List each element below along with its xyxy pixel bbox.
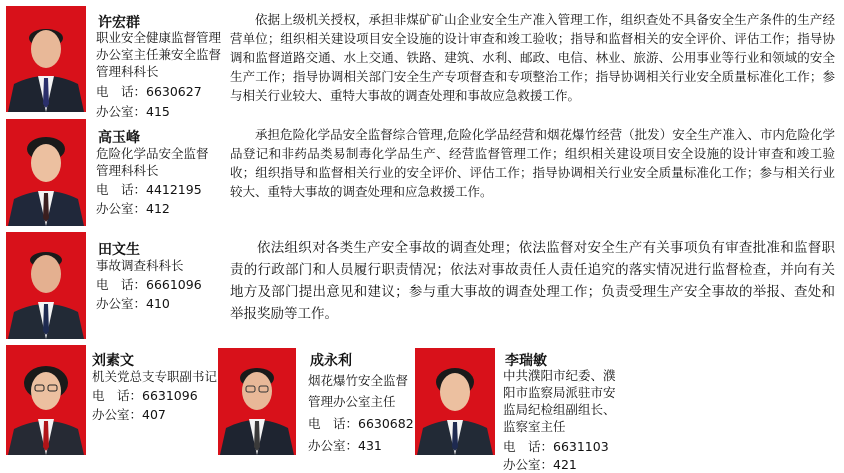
office-number: 办公室：421 bbox=[503, 457, 577, 472]
portrait-photo bbox=[6, 6, 86, 112]
person-name: 高玉峰 bbox=[98, 130, 140, 146]
office-number: 办公室：412 bbox=[96, 201, 170, 216]
phone-number: 电 话：6630627 bbox=[96, 84, 202, 99]
person-title: 烟花爆竹安全监督 管理办公室主任 电 话：6630682 办公室：431 bbox=[308, 370, 414, 456]
portrait-photo bbox=[6, 119, 86, 226]
portrait-photo bbox=[218, 348, 296, 455]
phone-number: 电 话：6631103 bbox=[503, 439, 609, 454]
portrait-photo bbox=[6, 232, 86, 339]
phone-number: 电 话：6661096 bbox=[96, 277, 202, 292]
portrait-photo bbox=[6, 345, 86, 455]
person-title: 事故调查科科长 电 话：6661096 办公室：410 bbox=[96, 258, 202, 311]
office-number: 办公室：410 bbox=[96, 296, 170, 311]
person-name: 许宏群 bbox=[98, 15, 140, 31]
office-number: 办公室：407 bbox=[92, 407, 166, 422]
phone-number: 电 话：4412195 bbox=[96, 182, 202, 197]
person-title: 机关党总支专职副书记 电 话：6631096 办公室：407 bbox=[92, 369, 218, 422]
office-number: 办公室：415 bbox=[96, 104, 170, 119]
person-title: 中共濮阳市纪委、濮 阳市监察局派驻市安 监局纪检组副组长、 监察室主任 电 话：6631103 办公室：421 bbox=[503, 368, 616, 472]
duty-description: 承担危险化学品安全监督综合管理,危险化学品经营和烟花爆竹经营（批发）安全生产准入、市内危险化学品登记和非药品类易制毒化学品生产、经营监督管理工作；组织相关建设项目安全设施的设计审查和竣工验收；组织指导和监督相关行业的安全评价、评估工作；指导协调相关行业安全质量标准化工作；参与相关行业较大、重特大事故的调查处理和应急救援工作。 bbox=[230, 127, 835, 199]
office-number: 办公室：431 bbox=[308, 438, 382, 453]
portrait-photo bbox=[415, 348, 495, 455]
phone-number: 电 话：6630682 bbox=[308, 416, 414, 431]
duty-description: 依据上级机关授权，承担非煤矿矿山企业安全生产准入管理工作，组织查处不具备安全生产条件的生产经营单位；组织相关建设项目安全设施的设计审查和竣工验收；指导和监督相关的安全评价、评估工作；指导协调和监督道路交通、水上交通、铁路、建筑、水利、邮政、电信、林业、旅游、公用事业等行业和领域的安全生产工作；指导协调相关部门安全生产专项督查和专项整治工作；指导协调相关行业安全质量标准化工作；参与相关行业较大、重特大事故的调查处理和事故应急救援工作。 bbox=[230, 12, 835, 103]
person-title: 危险化学品安全监督 管理科科长 电 话：4412195 办公室：412 bbox=[96, 146, 209, 216]
phone-number: 电 话：6631096 bbox=[92, 388, 198, 403]
person-title: 职业安全健康监督管理 办公室主任兼安全监督 管理科科长 电 话：6630627 办公室：415 bbox=[96, 30, 222, 119]
person-name: 成永利 bbox=[310, 353, 352, 369]
duty-description: 依法组织对各类生产安全事故的调查处理；依法监督对安全生产有关事项负有审查批准和监督职责的行政部门和人员履行职责情况；依法对事故责任人责任追究的落实情况进行监督检查，并向有关地方及部门提出意见和建议；参与重大事故的调查处理工作；负责受理生产安全事故的举报、查处和举报奖励等工作。 bbox=[230, 240, 835, 322]
person-name: 田文生 bbox=[98, 242, 140, 258]
person-name: 刘素文 bbox=[92, 353, 134, 369]
person-name: 李瑞敏 bbox=[505, 353, 547, 369]
